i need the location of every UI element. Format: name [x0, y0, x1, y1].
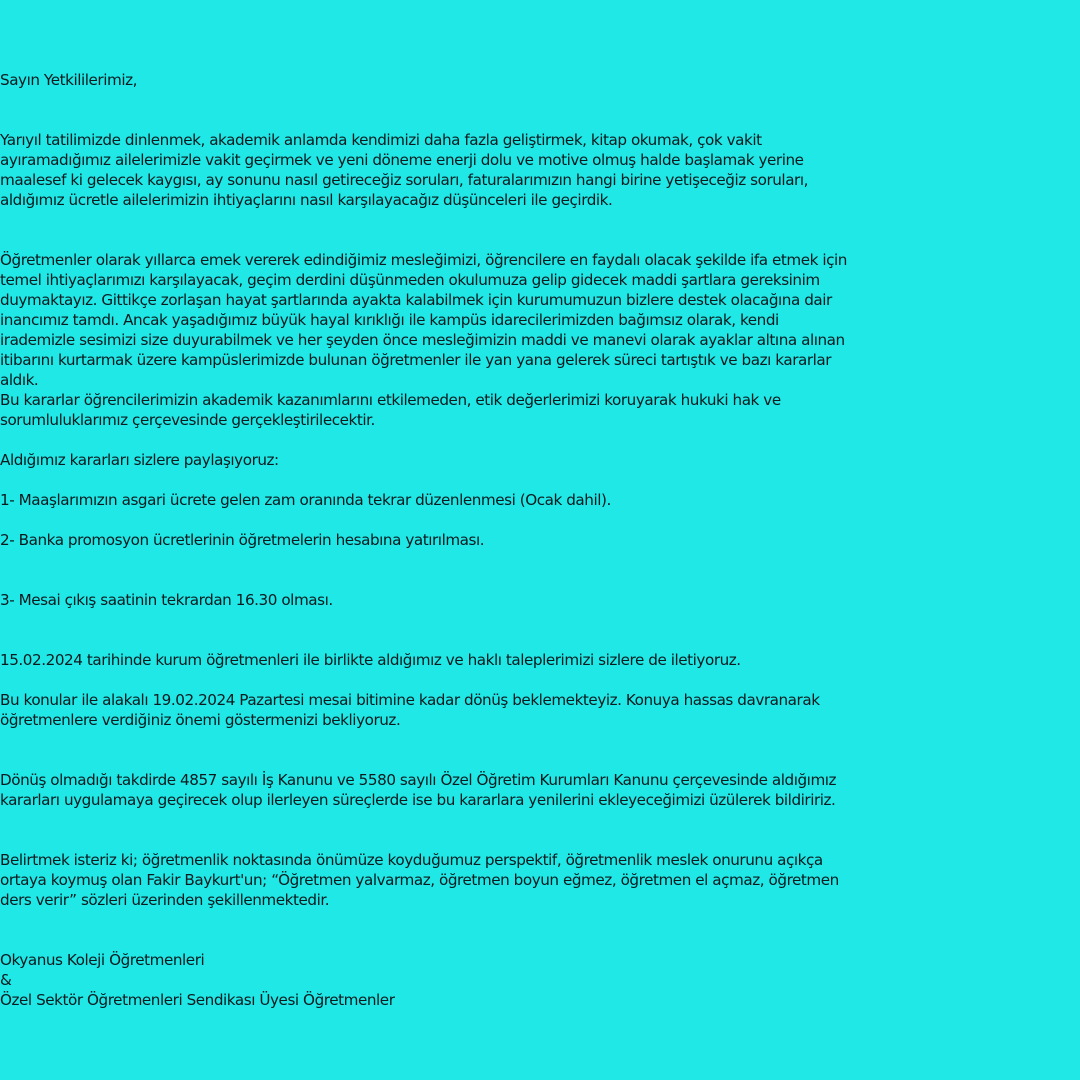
decision-3: 3- Mesai çıkış saatinin tekrardan 16.30 olması. [0, 591, 333, 609]
paragraph-2-line-2: temel ihtiyaçlarımızı karşılayacak, geçim derdini düşünmeden okulumuza gelip gidecek maddi şartlara gereksinim [0, 271, 820, 289]
paragraph-3-line-1: Bu konular ile alakalı 19.02.2024 Pazartesi mesai bitimine kadar dönüş beklemekteyiz. Konuya hassas davranarak [0, 691, 820, 709]
date-statement: 15.02.2024 tarihinde kurum öğretmenleri ile birlikte aldığımız ve haklı taleplerimizi sizlere de iletiyoruz. [0, 651, 741, 669]
signature-line-2: Özel Sektör Öğretmenleri Sendikası Üyesi Öğretmenler [0, 991, 395, 1009]
paragraph-2-line-1: Öğretmenler olarak yıllarca emek vererek edindiğimiz mesleğimizi, öğrencilere en faydalı olacak şekilde ifa etmek için [0, 251, 847, 269]
paragraph-2-line-7: aldık. [0, 371, 39, 389]
paragraph-1-line-2: ayıramadığımız ailelerimizle vakit geçirmek ve yeni döneme enerji dolu ve motive olmuş halde başlamak yerine [0, 151, 804, 169]
signature-line-1: Okyanus Koleji Öğretmenleri [0, 951, 205, 969]
paragraph-2-line-6: itibarını kurtarmak üzere kampüslerimizde bulunan öğretmenler ile yan yana gelerek süreci tartıştık ve bazı kararlar [0, 351, 832, 369]
paragraph-4-line-2: kararları uygulamaya geçirecek olup ilerleyen süreçlerde ise bu kararlara yenilerini ekleyeceğimizi üzülerek bildiririz. [0, 791, 836, 809]
paragraph-1-line-4: aldığımız ücretle ailelerimizin ihtiyaçlarını nasıl karşılayacağız düşünceleri ile geçirdik. [0, 191, 613, 209]
paragraph-5-line-2: ortaya koymuş olan Fakir Baykurt'un; “Öğretmen yalvarmaz, öğretmen boyun eğmez, öğretmen el açmaz, öğretmen [0, 871, 839, 889]
paragraph-1-line-1: Yarıyıl tatilimizde dinlenmek, akademik anlamda kendimizi daha fazla geliştirmek, kitap okumak, çok vakit [0, 131, 762, 149]
signature-ampersand: & [0, 971, 12, 989]
decision-1: 1- Maaşlarımızın asgari ücrete gelen zam oranında tekrar düzenlenmesi (Ocak dahil). [0, 491, 611, 509]
paragraph-5-line-3: ders verir” sözleri üzerinden şekillenmektedir. [0, 891, 330, 909]
paragraph-1-line-3: maalesef ki gelecek kaygısı, ay sonunu nasıl getireceğiz soruları, faturalarımızın hangi birine yetişeceğiz soruları, [0, 171, 808, 189]
paragraph-5-line-1: Belirtmek isteriz ki; öğretmenlik noktasında önümüze koyduğumuz perspektif, öğretmenlik meslek onurunu açıkça [0, 851, 823, 869]
paragraph-2-line-3: duymaktayız. Gittikçe zorlaşan hayat şartlarında ayakta kalabilmek için kurumumuzun bizlere destek olacağına dair [0, 291, 832, 309]
paragraph-2-line-5: irademizle sesimizi size duyurabilmek ve her şeyden önce mesleğimizin maddi ve manevi olarak ayaklar altına alınan [0, 331, 845, 349]
paragraph-2-line-8: Bu kararlar öğrencilerimizin akademik kazanımlarını etkilemeden, etik değerlerimizi koruyarak hukuki hak ve [0, 391, 781, 409]
decisions-intro: Aldığımız kararları sizlere paylaşıyoruz: [0, 451, 279, 469]
paragraph-3-line-2: öğretmenlere verdiğiniz önemi göstermenizi bekliyoruz. [0, 711, 401, 729]
paragraph-4-line-1: Dönüş olmadığı takdirde 4857 sayılı İş Kanunu ve 5580 sayılı Özel Öğretim Kurumları Kanunu çerçevesinde aldığımız [0, 771, 837, 789]
paragraph-2-line-4: inancımız tamdı. Ancak yaşadığımız büyük hayal kırıklığı ile kampüs idarecilerimizden bağımsız olarak, kendi [0, 311, 779, 329]
paragraph-2-line-9: sorumluluklarımız çerçevesinde gerçekleştirilecektir. [0, 411, 375, 429]
salutation: Sayın Yetkililerimiz, [0, 71, 138, 89]
decision-2: 2- Banka promosyon ücretlerinin öğretmelerin hesabına yatırılması. [0, 531, 485, 549]
